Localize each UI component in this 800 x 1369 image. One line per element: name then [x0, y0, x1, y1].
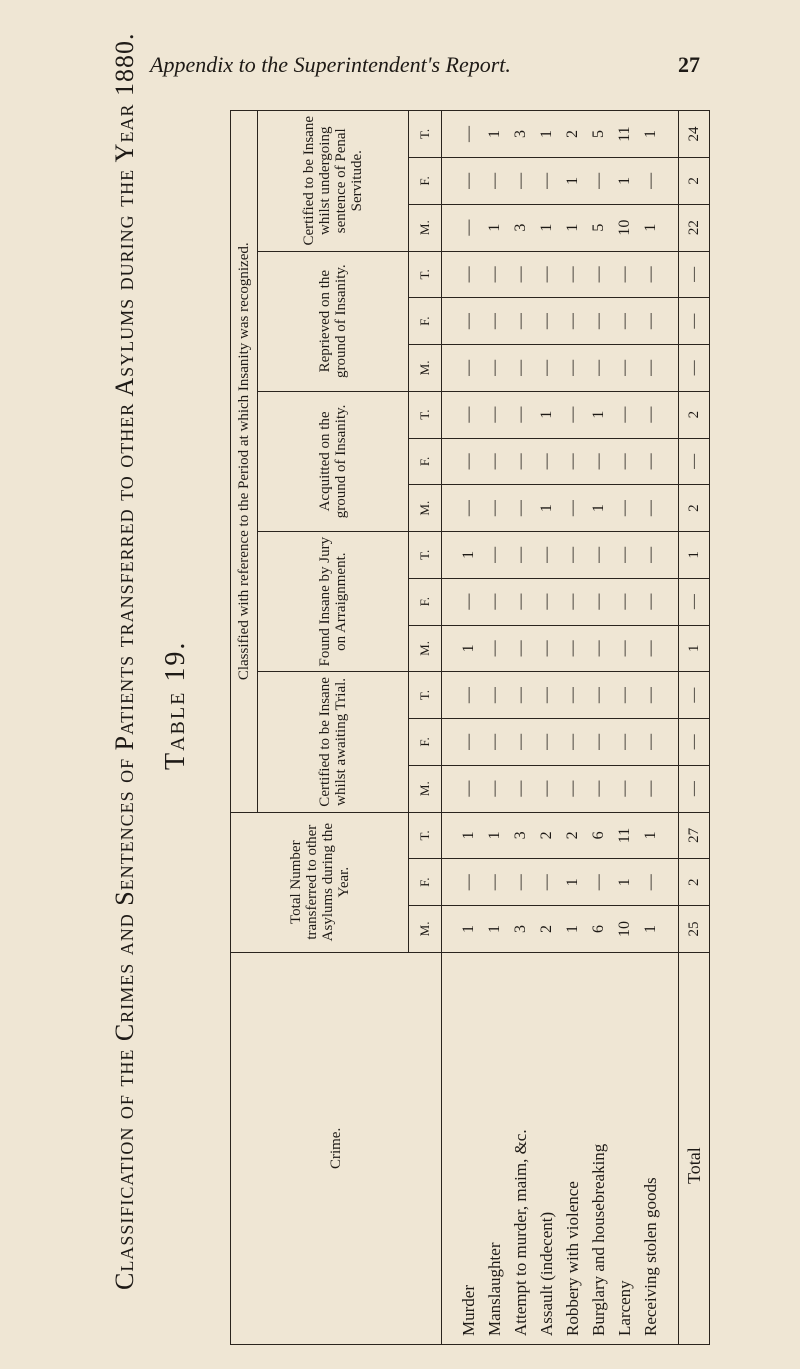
sub-header: T.: [409, 812, 442, 859]
group-header-penal: Certified to be Insane whilst undergoing sentence of Penal Servitude.: [258, 111, 409, 252]
table-cell: —: [616, 687, 633, 704]
table-cell: —: [590, 313, 607, 330]
table-cell: 2: [564, 130, 581, 139]
col-acquitted-f: [442, 438, 679, 485]
total-cell: 2: [679, 391, 710, 438]
table-cell: —: [512, 640, 529, 657]
table-cell: —: [564, 546, 581, 563]
table-cell: 1: [538, 223, 555, 232]
table-cell: 1: [564, 878, 581, 887]
table-cell: —: [538, 687, 555, 704]
table-cell: 1: [642, 130, 659, 139]
table-cell: 5: [590, 223, 607, 232]
table-cell: —: [486, 313, 503, 330]
table-cell: —: [512, 733, 529, 750]
table-cell: 6: [590, 831, 607, 840]
table-cell: —: [460, 219, 477, 236]
table-cell: —: [460, 406, 477, 423]
table-cell: —: [616, 359, 633, 376]
table-cell: —: [590, 546, 607, 563]
table-cell: —: [642, 453, 659, 470]
table-cell: —: [590, 172, 607, 189]
table-cell: —: [642, 593, 659, 610]
total-cell: 22: [679, 204, 710, 251]
table-cell: —: [616, 453, 633, 470]
crime-item: Burglary and housebreaking: [589, 1143, 608, 1336]
table-cell: —: [564, 313, 581, 330]
table-cell: —: [512, 593, 529, 610]
table-cell: —: [564, 266, 581, 283]
table-cell: —: [460, 593, 477, 610]
table-cell: 1: [564, 176, 581, 185]
total-cell: —: [679, 345, 710, 392]
table-cell: —: [486, 733, 503, 750]
total-cell: 1: [679, 532, 710, 579]
total-cell: —: [679, 719, 710, 766]
table-cell: 1: [590, 410, 607, 419]
table-cell: —: [642, 359, 659, 376]
table-cell: —: [616, 266, 633, 283]
total-cell: —: [679, 251, 710, 298]
total-cell: —: [679, 672, 710, 719]
table-cell: —: [538, 313, 555, 330]
total-cell: —: [679, 298, 710, 345]
crime-list: [442, 952, 679, 1344]
table-cell: —: [486, 359, 503, 376]
table-cell: —: [538, 359, 555, 376]
col-found-f: [442, 578, 679, 625]
table-cell: 1: [486, 831, 503, 840]
table-cell: —: [486, 172, 503, 189]
table-cell: —: [460, 359, 477, 376]
table-cell: —: [460, 126, 477, 143]
table-cell: 1: [460, 924, 477, 933]
col-total-m: [442, 906, 679, 953]
table-cell: —: [642, 546, 659, 563]
table-cell: —: [512, 406, 529, 423]
table-cell: —: [590, 640, 607, 657]
crime-item: Larceny: [615, 1280, 634, 1336]
col-penal-f: [442, 158, 679, 205]
sub-header: M.: [409, 625, 442, 672]
sub-header: F.: [409, 719, 442, 766]
col-acquitted-t: [442, 391, 679, 438]
sub-header: M.: [409, 204, 442, 251]
table-cell: 3: [512, 223, 529, 232]
table-cell: —: [564, 500, 581, 517]
table-cell: 1: [642, 924, 659, 933]
classified-header: Classified with reference to the Period at which Insanity was recognized.: [231, 111, 258, 813]
table-cell: —: [460, 313, 477, 330]
col-awaiting-t: [442, 672, 679, 719]
table-cell: 1: [538, 504, 555, 513]
sub-header: F.: [409, 158, 442, 205]
table-body-row: [442, 111, 679, 1345]
table-cell: —: [642, 313, 659, 330]
table-cell: —: [538, 780, 555, 797]
table-cell: —: [538, 874, 555, 891]
table-cell: —: [538, 546, 555, 563]
total-cell: 27: [679, 812, 710, 859]
table-cell: —: [642, 172, 659, 189]
table-cell: —: [486, 453, 503, 470]
sub-header: M.: [409, 485, 442, 532]
table-title: Classification of the Crimes and Sentences of Patients transferred to other Asylums during the Year 1880.: [110, 32, 139, 1290]
table-cell: 10: [616, 219, 633, 236]
sub-header: M.: [409, 765, 442, 812]
table-cell: —: [538, 640, 555, 657]
table-number: Table 19.: [160, 640, 191, 770]
crime-item: Robbery with violence: [563, 1181, 582, 1336]
col-reprieved-m: [442, 345, 679, 392]
table-cell: —: [616, 593, 633, 610]
table-cell: —: [590, 874, 607, 891]
group-header-awaiting: Certified to be Insane whilst awaiting Trial.: [258, 672, 409, 812]
table-cell: —: [486, 780, 503, 797]
table-cell: —: [486, 640, 503, 657]
col-total-t: [442, 812, 679, 859]
table-cell: 10: [616, 920, 633, 937]
table-cell: —: [512, 500, 529, 517]
table-cell: —: [616, 640, 633, 657]
table-cell: 1: [486, 924, 503, 933]
table-cell: —: [538, 266, 555, 283]
crimes-table-wrapper: [230, 110, 704, 1345]
table-cell: 1: [460, 644, 477, 653]
col-penal-m: [442, 204, 679, 251]
table-cell: 1: [590, 504, 607, 513]
table-cell: 1: [564, 223, 581, 232]
col-awaiting-f: [442, 719, 679, 766]
sub-header: T.: [409, 251, 442, 298]
total-cell: 2: [679, 158, 710, 205]
table-cell: 1: [460, 831, 477, 840]
table-cell: —: [486, 687, 503, 704]
sub-header: T.: [409, 532, 442, 579]
total-cell: 25: [679, 906, 710, 953]
table-cell: —: [564, 453, 581, 470]
table-cell: —: [538, 172, 555, 189]
table-cell: —: [538, 593, 555, 610]
col-awaiting-m: [442, 765, 679, 812]
table-cell: 2: [538, 924, 555, 933]
table-cell: —: [460, 874, 477, 891]
table-cell: —: [512, 687, 529, 704]
table-cell: —: [590, 733, 607, 750]
total-cell: 1: [679, 625, 710, 672]
table-cell: 11: [616, 126, 633, 142]
sub-header: M.: [409, 345, 442, 392]
table-cell: —: [512, 453, 529, 470]
table-cell: —: [486, 500, 503, 517]
total-cell: 2: [679, 485, 710, 532]
table-cell: —: [642, 733, 659, 750]
table-cell: —: [460, 733, 477, 750]
total-label: Total: [679, 952, 710, 1344]
table-cell: —: [460, 780, 477, 797]
table-cell: —: [512, 313, 529, 330]
table-cell: 1: [486, 223, 503, 232]
table-cell: —: [642, 687, 659, 704]
table-cell: —: [564, 640, 581, 657]
table-cell: —: [512, 359, 529, 376]
col-reprieved-f: [442, 298, 679, 345]
crime-item: Manslaughter: [485, 1242, 504, 1336]
sub-header: F.: [409, 438, 442, 485]
table-cell: 3: [512, 130, 529, 139]
sub-header: T.: [409, 672, 442, 719]
table-cell: 3: [512, 831, 529, 840]
table-cell: —: [538, 733, 555, 750]
group-header-reprieved: Reprieved on the ground of Insanity.: [258, 251, 409, 391]
total-cell: —: [679, 578, 710, 625]
table-cell: 5: [590, 130, 607, 139]
table-cell: —: [564, 593, 581, 610]
table-cell: —: [590, 359, 607, 376]
table-cell: 6: [590, 924, 607, 933]
table-cell: —: [616, 313, 633, 330]
table-cell: —: [460, 172, 477, 189]
table-cell: —: [642, 874, 659, 891]
col-total-f: [442, 859, 679, 906]
table-cell: —: [538, 453, 555, 470]
table-cell: —: [642, 640, 659, 657]
total-cell: —: [679, 765, 710, 812]
crimes-table: [230, 110, 710, 1345]
table-cell: —: [642, 780, 659, 797]
table-cell: —: [512, 780, 529, 797]
table-cell: 1: [642, 831, 659, 840]
table-cell: —: [590, 593, 607, 610]
col-reprieved-t: [442, 251, 679, 298]
table-cell: —: [642, 500, 659, 517]
table-cell: 1: [486, 130, 503, 139]
table-cell: —: [590, 266, 607, 283]
crime-item: Murder: [459, 1285, 478, 1336]
sub-header: F.: [409, 578, 442, 625]
table-cell: —: [486, 266, 503, 283]
group-header-found: Found Insane by Jury on Arraignment.: [258, 532, 409, 672]
total-header: Total Number transferred to other Asylums during the Year.: [231, 812, 409, 952]
table-cell: 1: [642, 223, 659, 232]
total-row: [679, 111, 710, 1345]
table-cell: —: [460, 500, 477, 517]
table-cell: —: [564, 687, 581, 704]
header-title: Appendix to the Superintendent's Report.: [150, 52, 511, 77]
table-cell: —: [564, 406, 581, 423]
total-cell: 24: [679, 111, 710, 158]
table-cell: —: [512, 266, 529, 283]
crime-item: Receiving stolen goods: [641, 1177, 660, 1336]
table-cell: —: [564, 780, 581, 797]
table-cell: —: [512, 546, 529, 563]
col-found-m: [442, 625, 679, 672]
table-cell: —: [616, 546, 633, 563]
table-cell: —: [564, 733, 581, 750]
sub-header: F.: [409, 298, 442, 345]
table-cell: —: [460, 453, 477, 470]
table-cell: 2: [564, 831, 581, 840]
sub-header: M.: [409, 906, 442, 953]
table-cell: —: [590, 453, 607, 470]
sub-header: T.: [409, 391, 442, 438]
table-cell: —: [616, 406, 633, 423]
table-cell: —: [642, 406, 659, 423]
total-cell: —: [679, 438, 710, 485]
table-cell: 1: [564, 924, 581, 933]
col-found-t: [442, 532, 679, 579]
group-header-acquitted: Acquitted on the ground of Insanity.: [258, 391, 409, 531]
col-penal-t: [442, 111, 679, 158]
page-number: 27: [678, 52, 700, 77]
table-cell: 1: [616, 878, 633, 887]
table-cell: —: [460, 266, 477, 283]
table-cell: 11: [616, 827, 633, 844]
crime-header: Crime.: [231, 952, 442, 1344]
table-cell: 1: [538, 410, 555, 419]
table-cell: 1: [460, 550, 477, 559]
table-cell: 1: [616, 176, 633, 185]
table-cell: 3: [512, 924, 529, 933]
table-cell: —: [512, 874, 529, 891]
table-cell: —: [616, 500, 633, 517]
table-cell: —: [616, 733, 633, 750]
table-cell: —: [590, 780, 607, 797]
total-cell: 2: [679, 859, 710, 906]
table-cell: —: [616, 780, 633, 797]
table-cell: —: [460, 687, 477, 704]
table-cell: —: [642, 266, 659, 283]
table-cell: —: [486, 874, 503, 891]
crime-item: Assault (indecent): [537, 1211, 556, 1336]
col-acquitted-m: [442, 485, 679, 532]
table-cell: —: [486, 593, 503, 610]
table-cell: —: [512, 172, 529, 189]
sub-header: T.: [409, 111, 442, 158]
table-cell: 1: [538, 130, 555, 139]
table-cell: 2: [538, 831, 555, 840]
table-cell: —: [486, 406, 503, 423]
table-cell: —: [590, 687, 607, 704]
sub-header: F.: [409, 859, 442, 906]
table-cell: —: [564, 359, 581, 376]
table-cell: —: [486, 546, 503, 563]
crime-item: Attempt to murder, maim, &c.: [511, 1129, 530, 1336]
